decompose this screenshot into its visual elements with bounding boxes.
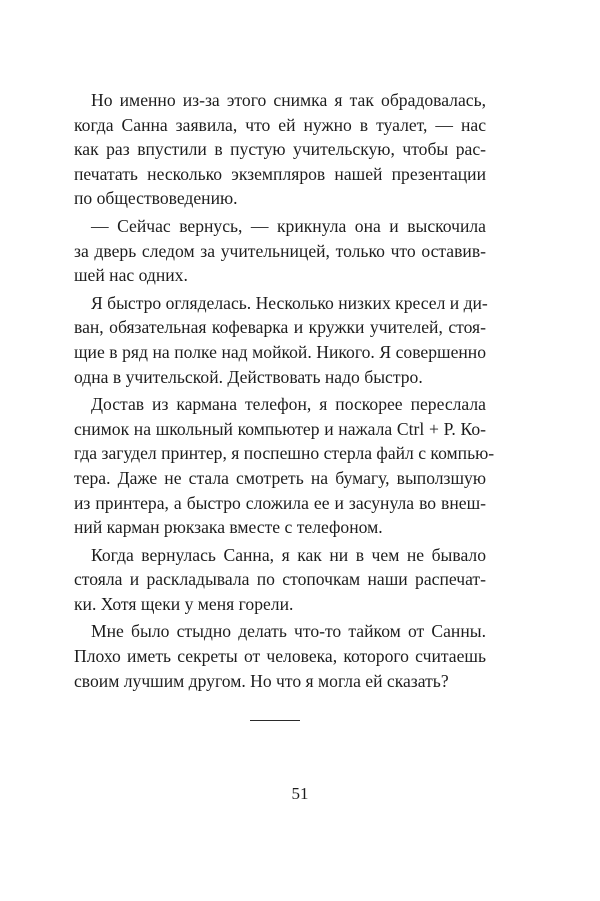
text-line: Но именно из-за этого снимка я так обрадовалась, bbox=[91, 90, 486, 110]
text-line: по обществоведению. bbox=[74, 188, 238, 209]
text-line: ки. Хотя щеки у меня горели. bbox=[74, 593, 294, 614]
text-line: как раз впустили в пустую учительскую, чтобы рас- bbox=[74, 139, 486, 160]
text-line: тера. Даже не стала смотреть на бумагу, выползшую bbox=[74, 467, 486, 488]
text-line: гда загудел принтер, я поспешно стерла файл с компью- bbox=[74, 443, 495, 464]
text-line: печатать несколько экземпляров нашей презентации bbox=[74, 163, 486, 184]
paragraph bbox=[74, 392, 495, 540]
text-line: Когда вернулась Санна, я как ни в чем не бывало bbox=[91, 544, 486, 565]
text-line: снимок на школьный компьютер и нажала Ctrl + P. Ко- bbox=[74, 418, 486, 439]
paragraph bbox=[74, 214, 486, 288]
paragraph bbox=[74, 291, 486, 389]
text-line: — Сейчас вернусь, — крикнула она и выскочила bbox=[91, 215, 486, 236]
text-line: стояла и раскладывала по стопочкам наши распечат- bbox=[74, 569, 486, 590]
text-line: ний карман рюкзака вместе с телефоном. bbox=[74, 517, 383, 538]
text-line: Я быстро огляделась. Несколько низких кресел и ди- bbox=[91, 292, 488, 313]
paragraph bbox=[74, 543, 486, 617]
text-line: Достав из кармана телефон, я поскорее переслала bbox=[91, 394, 486, 415]
text-line: Мне было стыдно делать что-то тайком от Санны. bbox=[91, 621, 486, 642]
body-text bbox=[74, 88, 495, 693]
text-line: Плохо иметь секреты от человека, которого считаешь bbox=[74, 646, 486, 667]
page-number: 51 bbox=[291, 784, 309, 803]
text-line: когда Санна заявила, что ей нужно в туалет, — нас bbox=[74, 114, 486, 135]
text-line: своим лучшим другом. Но что я могла ей сказать? bbox=[74, 670, 449, 691]
text-line: шей нас одних. bbox=[74, 265, 188, 286]
paragraph bbox=[74, 88, 486, 211]
text-line: за дверь следом за учительницей, только что оставив- bbox=[74, 240, 486, 261]
text-line: ван, обязательная кофеварка и кружки учителей, стоя- bbox=[74, 317, 486, 338]
paragraph bbox=[74, 619, 486, 693]
section-end-rule bbox=[250, 720, 300, 721]
text-line: щие в ряд на полке над мойкой. Никого. Я совершенно bbox=[74, 341, 486, 362]
text-line: одна в учительской. Действовать надо быстро. bbox=[74, 366, 423, 387]
text-line: из принтера, а быстро сложила ее и засунула во внеш- bbox=[74, 492, 486, 513]
